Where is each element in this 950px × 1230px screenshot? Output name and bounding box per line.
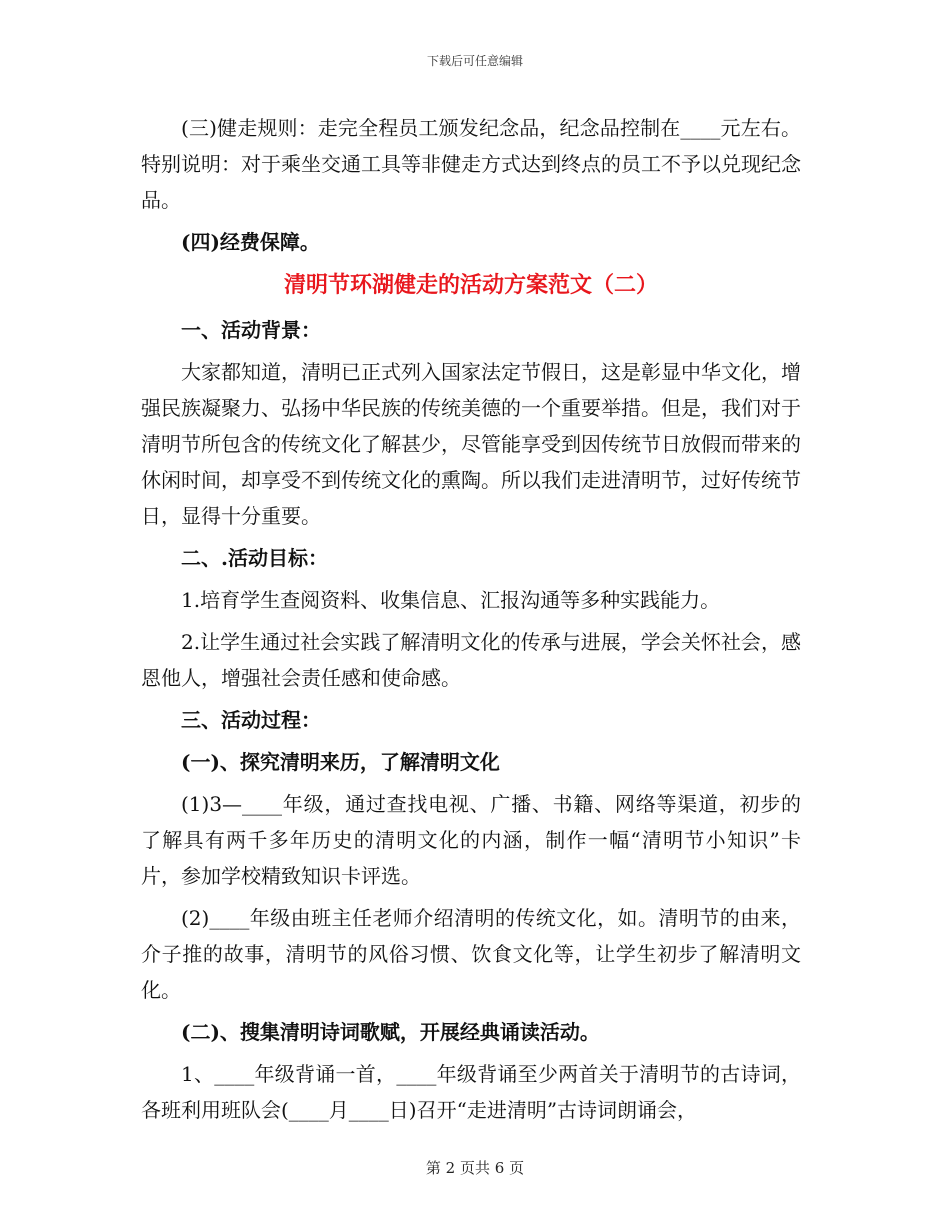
paragraph-step-2: (2)____年级由班主任老师介绍清明的传统文化，如。清明节的由来，介子推的故事，清明节的风俗习惯、饮食文化等，让学生初步了解清明文化。 xyxy=(141,906,801,1002)
subheading-origin: (一)、探究清明来历，了解清明文化 xyxy=(181,750,500,774)
paragraph-step-1: (1)3—____年级，通过查找电视、广播、书籍、网络等渠道，初步的了解具有两千多年历史的清明文化的内涵，制作一幅“清明节小知识”卡片，参加学校精致知识卡评选。 xyxy=(141,792,801,888)
paragraph-goal-2: 2.让学生通过社会实践了解清明文化的传承与进展，学会关怀社会，感恩他人，增强社会责任感和使命感。 xyxy=(141,630,801,690)
paragraph-background: 大家都知道，清明已正式列入国家法定节假日，这是彰显中华文化，增强民族凝聚力、弘扬中华民族的传统美德的一个重要举措。但是，我们对于清明节所包含的传统文化了解甚少，尽管能享受到因传统节日放假而带来的休闲时间，却享受不到传统文化的熏陶。所以我们走进清明节，过好传统节日，显得十分重要。 xyxy=(141,360,801,528)
page-header: 下载后可任意编辑 xyxy=(426,54,523,68)
page-footer: 第 2 页共 6 页 xyxy=(425,1159,525,1177)
paragraph-rules: (三)健走规则：走完全程员工颁发纪念品，纪念品控制在____元左右。特别说明：对于乘坐交通工具等非健走方式达到终点的员工不予以兑现纪念品。 xyxy=(141,116,801,212)
document-body xyxy=(141,110,801,1134)
heading-process: 三、活动过程： xyxy=(181,708,321,732)
paragraph-funding: (四)经费保障。 xyxy=(181,230,320,254)
section-title: 清明节环湖健走的活动方案范文（二） xyxy=(283,273,658,298)
heading-background: 一、活动背景： xyxy=(181,318,321,342)
heading-goals: 二、.活动目标： xyxy=(181,546,328,570)
paragraph-poetry-1: 1、____年级背诵一首，____年级背诵至少两首关于清明节的古诗词，各班利用班队会(____月____日)召开“走进清明”古诗词朗诵会， xyxy=(141,1062,801,1122)
paragraph-goal-1: 1.培育学生查阅资料、收集信息、汇报沟通等多种实践能力。 xyxy=(181,588,721,612)
subheading-poetry: (二)、搜集清明诗词歌赋，开展经典诵读活动。 xyxy=(181,1020,600,1044)
